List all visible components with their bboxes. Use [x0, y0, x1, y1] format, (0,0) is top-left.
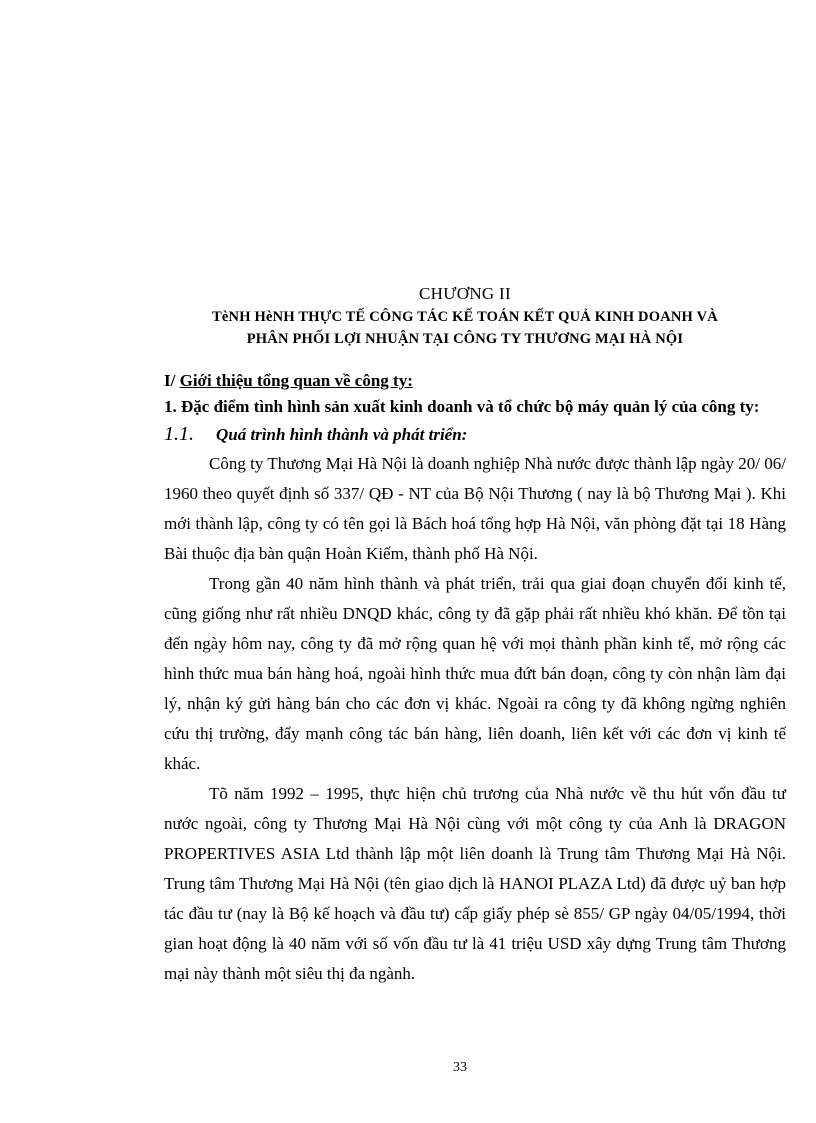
subsubsection-heading: [164, 420, 786, 449]
chapter-title-line-1: TèNH HèNH THỰC TẾ CÔNG TÁC KẾ TOÁN KẾT QUẢ KINH DOANH VÀ: [212, 309, 718, 325]
chapter-number: CHƯƠNG II: [419, 284, 511, 303]
page-number: 33: [453, 1060, 467, 1075]
paragraph-history: Công ty Thương Mại Hà Nội là doanh nghiệp Nhà nước được thành lập ngày 20/ 06/ 1960 theo quyết định số 337/ QĐ - NT của Bộ Nội Thương ( nay là bộ Thương Mại ). Khi mới thành lập, công ty có tên gọi là Bách hoá tổng hợp Hà Nội, văn phòng đặt tại 18 Hàng Bài thuộc địa bàn quận Hoàn Kiếm, thành phố Hà Nội.: [164, 454, 786, 563]
section-heading: [164, 368, 786, 394]
subsubsection-title: Quá trình hình thành và phát triển:: [216, 425, 468, 444]
section-title: Giới thiệu tổng quan về công ty:: [179, 371, 413, 390]
subsubsection-number: 1.1.: [164, 423, 194, 445]
paragraph-joint-venture: Tõ năm 1992 – 1995, thực hiện chủ trương của Nhà nước về thu hút vốn đầu tư nước ngoài, công ty Thương Mại Hà Nội cùng với một công ty của Anh là DRAGON PROPERTIVES ASIA Ltd thành lập một liên doanh là Trung tâm Thương Mại Hà Nội. Trung tâm Thương Mại Hà Nội (tên giao dịch là HANOI PLAZA Ltd) đã được uỷ ban hợp tác đầu tư (nay là Bộ kế hoạch và đầu tư) cấp giấy phép sè 855/ GP ngày 04/05/1994, thời gian hoạt động là 40 năm với số vốn đầu tư là 41 triệu USD xây dựng Trung tâm Thương mại này thành một siêu thị đa ngành.: [164, 784, 786, 983]
chapter-heading: [150, 282, 780, 350]
section-prefix: I/: [164, 371, 180, 390]
paragraph-development: Trong gần 40 năm hình thành và phát triển, trải qua giai đoạn chuyển đổi kinh tế, cũng giống như rất nhiều DNQD khác, công ty đã gặp phải rất nhiều khó khăn. Để tồn tại đến ngày hôm nay, công ty đã mở rộng quan hệ với mọi thành phần kinh tế, mở rộng các hình thức mua bán hàng hoá, ngoài hình thức mua đứt bán đoạn, công ty còn nhận làm đại lý, nhận ký gửi hàng bán cho các đơn vị khác. Ngoài ra công ty đã không ngừng nghiên cứu thị trường, đẩy mạnh công tác bán hàng, liên doanh, liên kết với các đơn vị kinh tế khác.: [164, 574, 786, 773]
subsection-heading: 1. Đặc điểm tình hình sản xuất kinh doanh và tổ chức bộ máy quản lý của công ty:: [164, 397, 760, 416]
document-body: [164, 368, 786, 989]
chapter-title-line-2: PHÂN PHỐI LỢI NHUẬN TẠI CÔNG TY THƯƠNG MẠI HÀ NỘI: [246, 331, 684, 347]
